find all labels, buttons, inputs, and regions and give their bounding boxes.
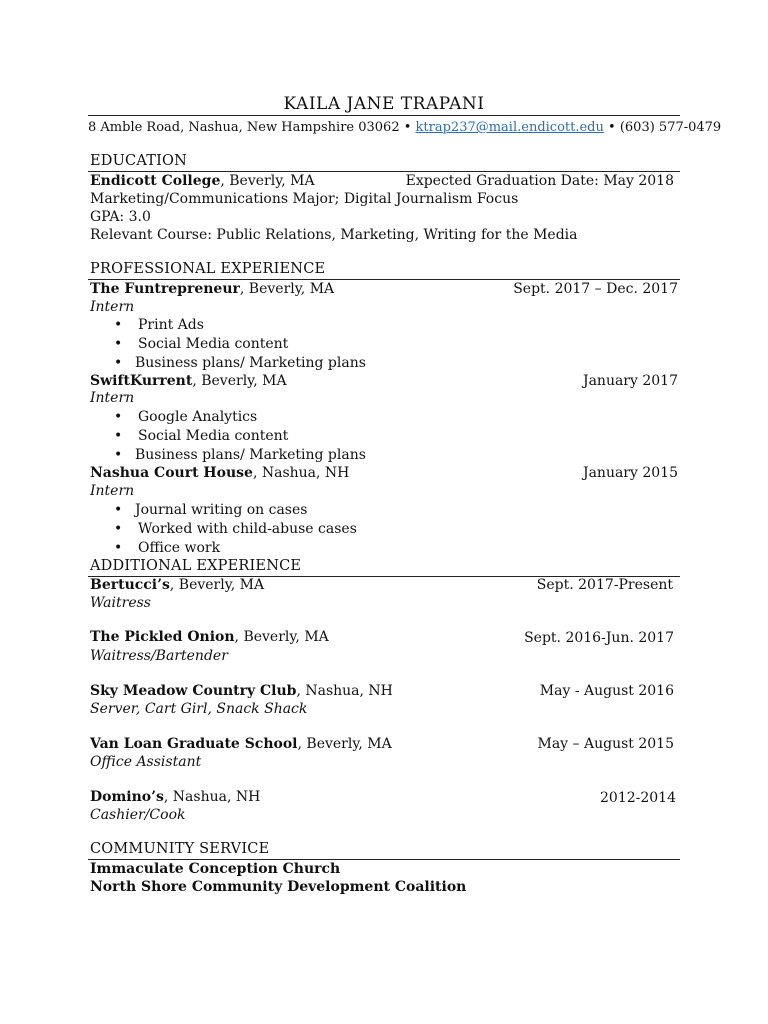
bullet-icon: •: [114, 447, 123, 463]
job-org: Bertucci’s: [90, 577, 170, 593]
bullet-item: • Office work: [114, 540, 221, 556]
bullet-item: • Social Media content: [114, 428, 289, 444]
job-org: The Pickled Onion: [90, 629, 235, 645]
bullet-icon: •: [114, 317, 123, 333]
bullet-item: • Google Analytics: [114, 409, 258, 425]
community-heading: COMMUNITY SERVICE: [90, 841, 270, 857]
job-location: , Beverly, MA: [297, 736, 392, 752]
job-title-line: [90, 280, 334, 298]
graduation-date: Expected Graduation Date: May 2018: [405, 173, 674, 189]
job-dates: Sept. 2017-Present: [536, 577, 673, 593]
professional-heading: PROFESSIONAL EXPERIENCE: [90, 261, 326, 277]
job-org: Sky Meadow Country Club: [90, 683, 297, 699]
bullet-item: • Business plans/ Marketing plans: [114, 447, 366, 463]
job-dates: Sept. 2017 – Dec. 2017: [513, 281, 678, 297]
additional-heading: ADDITIONAL EXPERIENCE: [90, 558, 302, 574]
phone: (603) 577-0479: [619, 120, 722, 135]
job-org: The Funtrepreneur: [90, 281, 240, 297]
candidate-name: KAILA JANE TRAPANI: [283, 94, 485, 114]
email-link[interactable]: ktrap237@mail.endicott.edu: [415, 120, 604, 135]
job-dates: 2012-2014: [600, 790, 676, 806]
community-item: Immaculate Conception Church: [90, 861, 341, 877]
job-title-line: [90, 576, 264, 594]
bullet-icon: •: [114, 336, 123, 352]
bullet-icon: •: [114, 428, 123, 444]
job-title-line: [90, 372, 287, 390]
address: 8 Amble Road, Nashua, New Hampshire 03062: [88, 120, 400, 135]
job-role: Server, Cart Girl, Snack Shack: [90, 701, 308, 717]
school-location: , Beverly, MA: [220, 173, 315, 189]
job-role: Cashier/Cook: [90, 807, 186, 823]
job-title-line: [90, 788, 260, 806]
job-role: Intern: [90, 390, 135, 406]
job-role: Waitress/Bartender: [90, 648, 228, 664]
job-org: Van Loan Graduate School: [90, 736, 298, 752]
education-school-line: [90, 172, 315, 190]
contact-line: [88, 119, 722, 137]
job-location: , Nashua, NH: [296, 683, 393, 699]
job-org: Nashua Court House: [90, 465, 253, 481]
job-dates: January 2017: [582, 373, 678, 389]
job-dates: May - August 2016: [539, 683, 674, 699]
bullet-icon: •: [114, 502, 123, 518]
job-dates: May – August 2015: [537, 736, 674, 752]
job-title-line: [90, 464, 349, 482]
job-title-line: [90, 682, 393, 700]
job-title-line: [90, 628, 329, 646]
community-item: North Shore Community Development Coalition: [90, 879, 467, 895]
bullet-icon: •: [114, 540, 123, 556]
bullet-icon: •: [114, 355, 123, 371]
education-heading: EDUCATION: [90, 153, 187, 169]
job-location: , Beverly, MA: [239, 281, 335, 297]
relevant-courses: Relevant Course: Public Relations, Marketing, Writing for the Media: [90, 227, 578, 243]
job-org: SwiftKurrent: [90, 373, 193, 389]
job-role: Intern: [90, 299, 135, 315]
bullet-icon: •: [114, 521, 123, 537]
header-divider: [88, 115, 680, 116]
separator: •: [603, 120, 620, 135]
gpa: GPA: 3.0: [90, 209, 151, 225]
job-dates: January 2015: [582, 465, 678, 481]
major: Marketing/Communications Major; Digital Journalism Focus: [90, 191, 519, 207]
bullet-item: • Business plans/ Marketing plans: [114, 355, 366, 371]
job-location: , Nashua, NH: [163, 789, 261, 805]
job-role: Office Assistant: [90, 754, 202, 770]
job-org: Domino’s: [90, 789, 164, 805]
school-name: Endicott College: [90, 173, 221, 189]
bullet-item: • Journal writing on cases: [114, 502, 308, 518]
bullet-item: • Print Ads: [114, 317, 204, 333]
job-location: , Beverly, MA: [234, 629, 329, 645]
job-role: Intern: [90, 483, 135, 499]
job-role: Waitress: [90, 595, 151, 611]
job-title-line: [90, 735, 392, 753]
separator: •: [399, 120, 416, 135]
bullet-item: • Social Media content: [114, 336, 289, 352]
bullet-item: • Worked with child-abuse cases: [114, 521, 357, 537]
job-location: , Beverly, MA: [169, 577, 265, 593]
job-location: , Beverly, MA: [192, 373, 287, 389]
job-location: , Nashua, NH: [252, 465, 350, 481]
job-dates: Sept. 2016-Jun. 2017: [524, 630, 674, 646]
bullet-icon: •: [114, 409, 123, 425]
